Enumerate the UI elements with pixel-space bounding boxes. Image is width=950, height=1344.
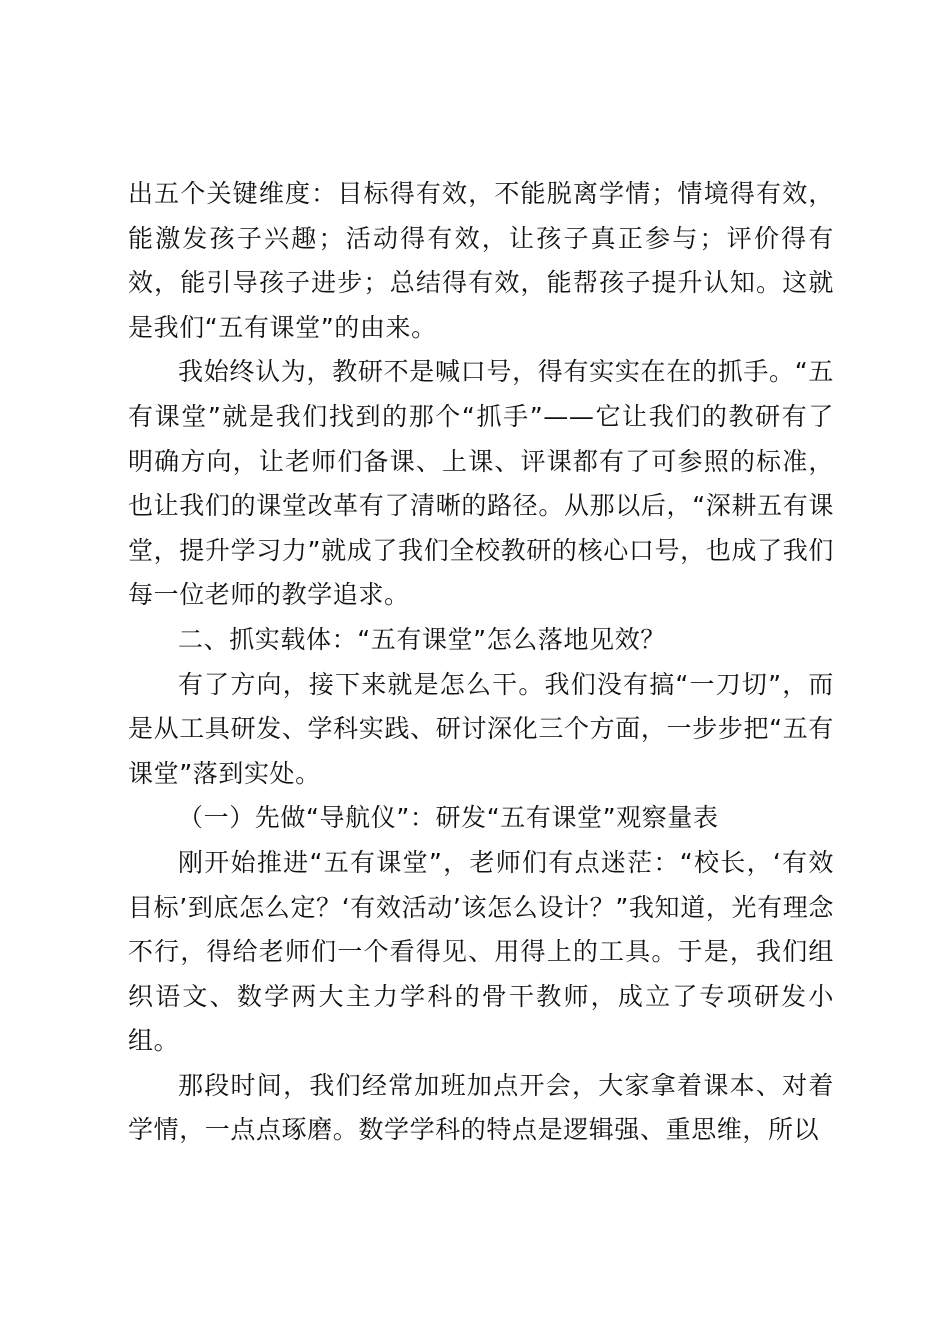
document-body — [128, 172, 834, 1153]
paragraph: 我始终认为，教研不是喊口号，得有实实在在的抓手。“五有课堂”就是我们找到的那个“抓手”——它让我们的教研有了明确方向，让老师们备课、上课、评课都有了可参照的标准，也让我们的课堂改革有了清晰的路径。从那以后，“深耕五有课堂，提升学习力”就成了我们全校教研的核心口号，也成了我们每一位老师的教学追求。 — [128, 357, 834, 610]
section-heading: 二、抓实载体：“五有课堂”怎么落地见效？ — [178, 624, 666, 654]
paragraph: 有了方向，接下来就是怎么干。我们没有搞“一刀切”，而是从工具研发、学科实践、研讨深化三个方面，一步步把“五有课堂”落到实处。 — [128, 669, 834, 788]
subsection-heading: （一）先做“导航仪”：研发“五有课堂”观察量表 — [178, 803, 719, 833]
paragraph: 那段时间，我们经常加班加点开会，大家拿着课本、对着学情，一点点琢磨。数学学科的特点是逻辑强、重思维，所以 — [128, 1070, 834, 1145]
paragraph: 刚开始推进“五有课堂”，老师们有点迷茫：“校长，‘有效目标’到底怎么定？‘有效活动’该怎么设计？”我知道，光有理念不行，得给老师们一个看得见、用得上的工具。于是，我们组织语文、数学两大主力学科的骨干教师，成立了专项研发小组。 — [128, 847, 834, 1056]
paragraph-continued: 出五个关键维度：目标得有效，不能脱离学情；情境得有效，能激发孩子兴趣；活动得有效，让孩子真正参与；评价得有效，能引导孩子进步；总结得有效，能帮孩子提升认知。这就是我们“五有课堂”的由来。 — [128, 179, 834, 342]
